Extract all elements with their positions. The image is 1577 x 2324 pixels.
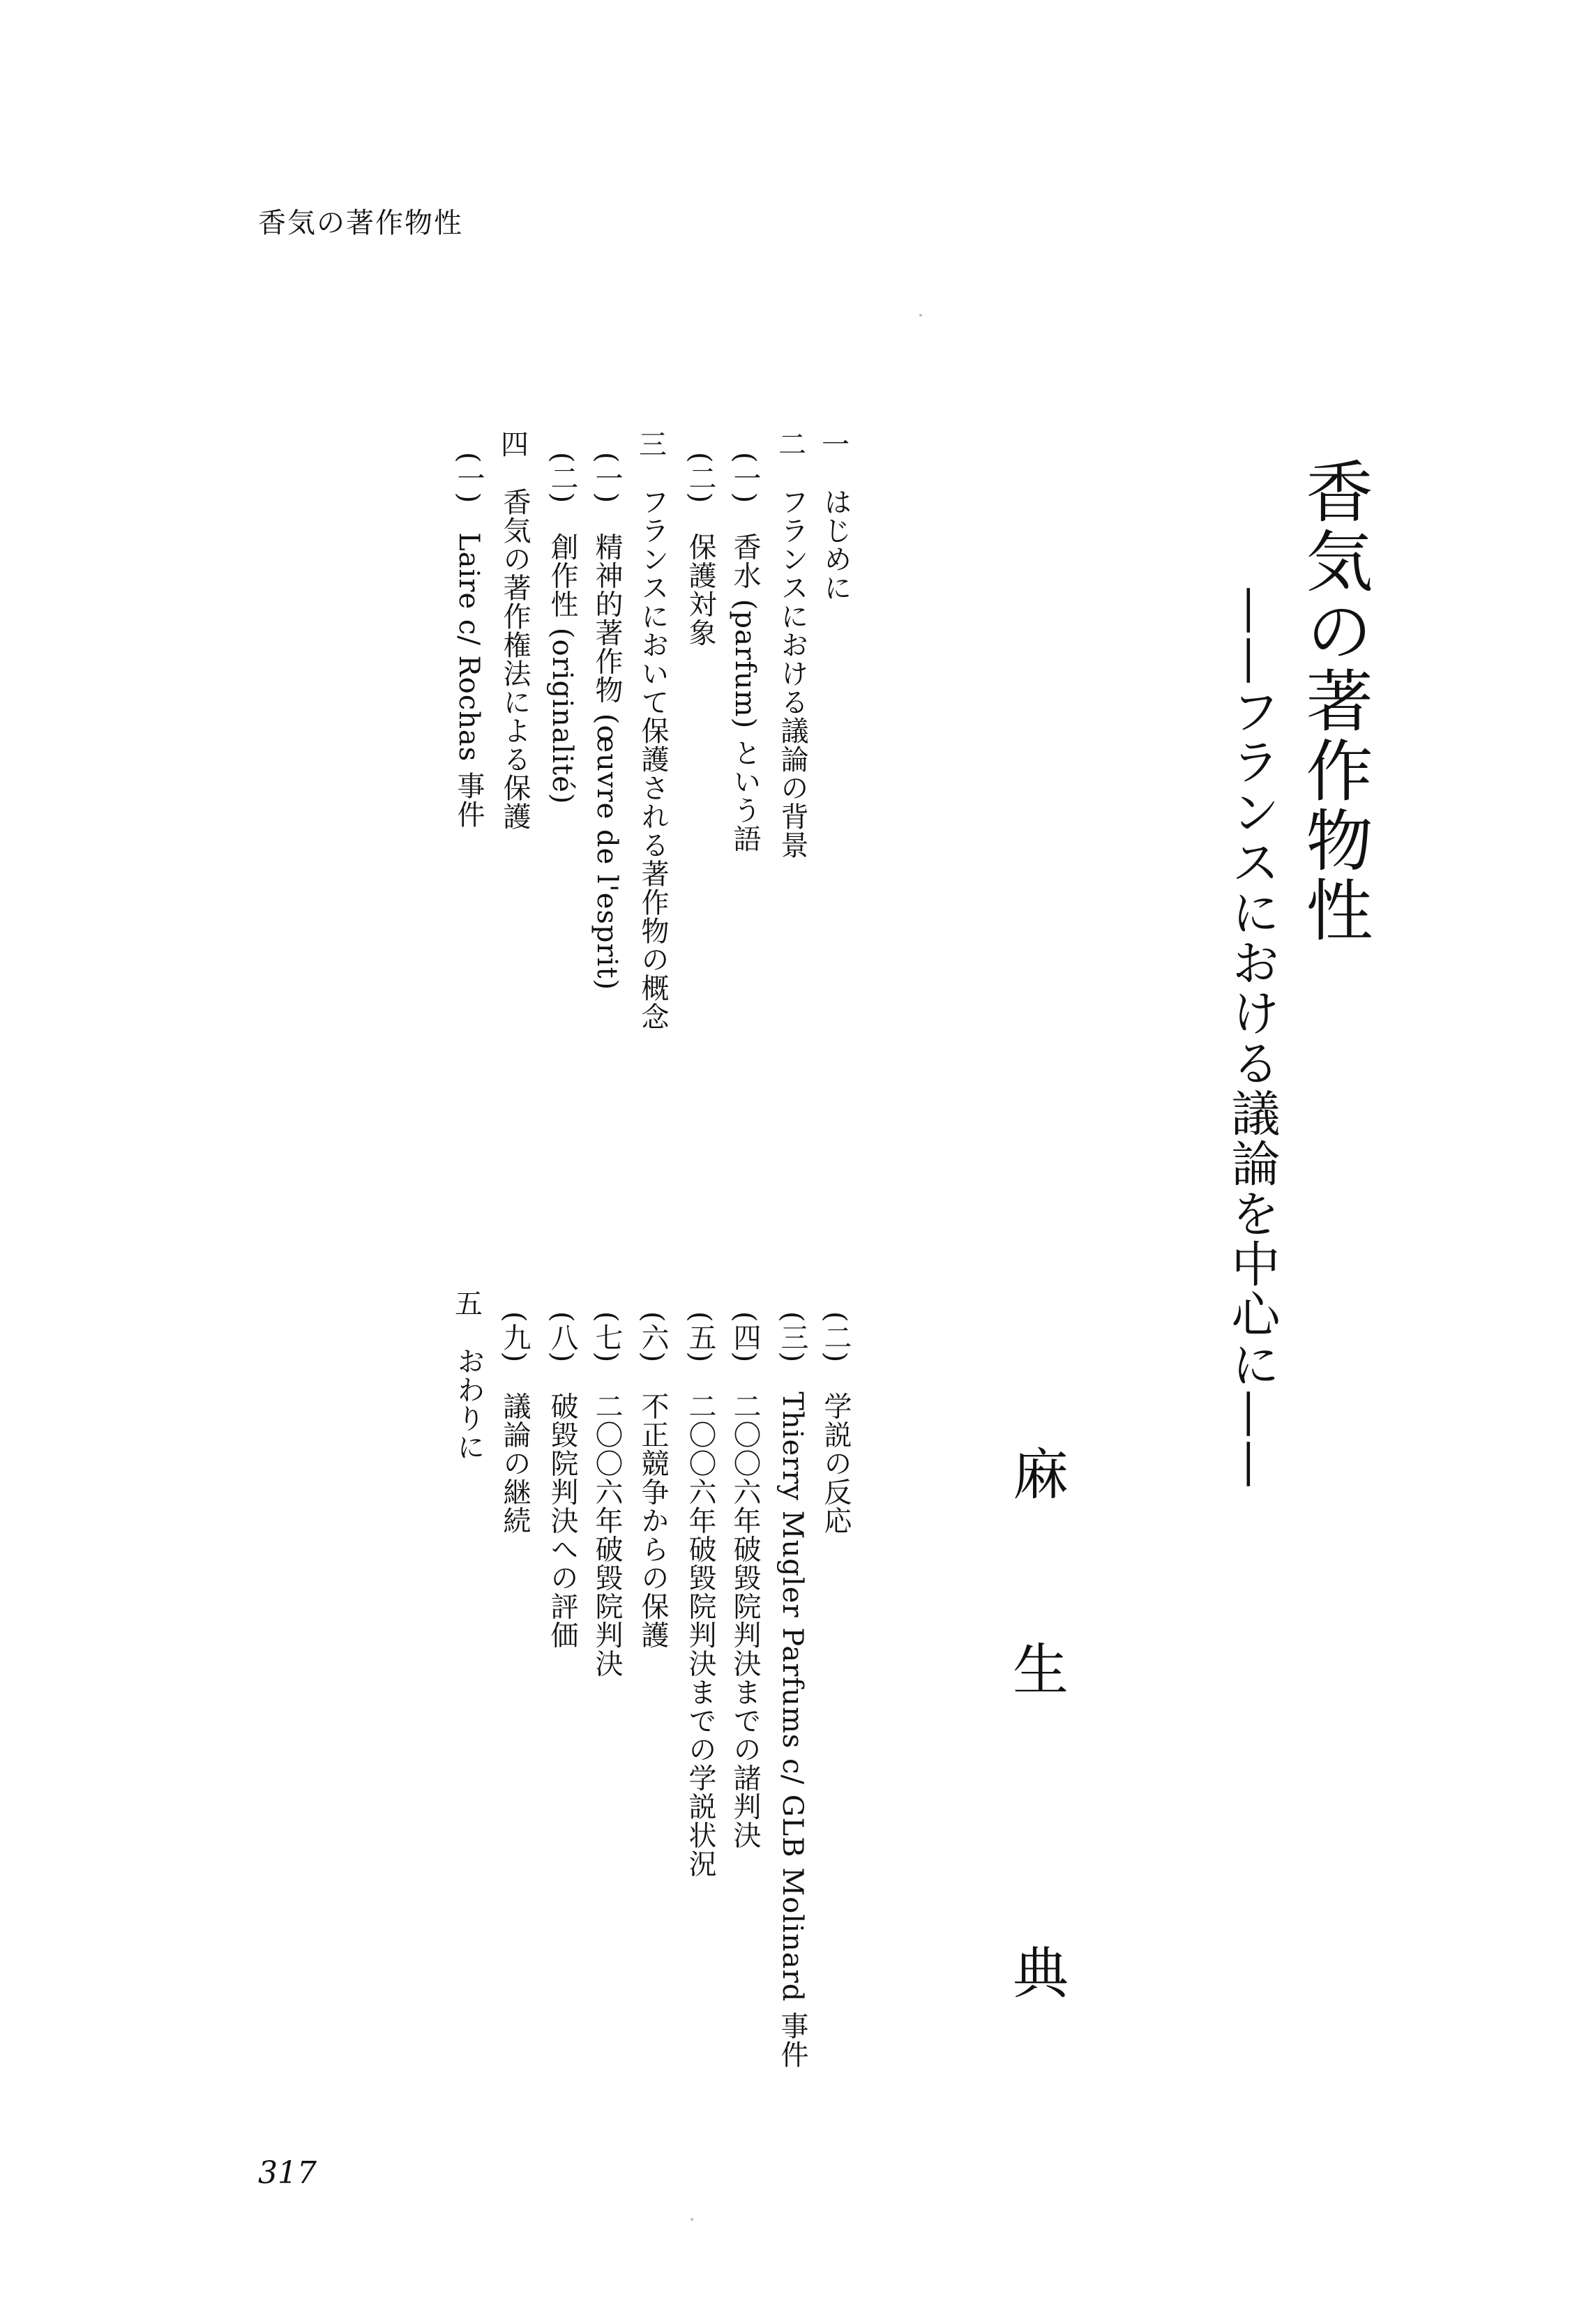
toc-item [455, 452, 483, 829]
toc-item-text: 創作性 (originalité) [546, 532, 578, 805]
page-number: 317 [258, 2155, 317, 2191]
toc-item-text: フランスにおいて保護される著作物の概念 [637, 488, 669, 1031]
toc-item-text: 二〇〇六年破毀院判決までの諸判決 [729, 1391, 761, 1850]
toc-item-number: (二) [546, 452, 578, 504]
toc-item-text: 香気の著作権法による保護 [499, 488, 531, 831]
toc-item [822, 431, 850, 602]
toc-item [501, 431, 529, 831]
toc-item-number: (八) [546, 1311, 578, 1364]
toc-item [593, 452, 621, 990]
toc-item-number: 三 [639, 431, 667, 459]
toc-item-number: (一) [453, 452, 485, 504]
toc-item-number: (一) [591, 452, 623, 504]
toc-item-number: 一 [822, 431, 850, 459]
toc-item-text: Laire c/ Rochas 事件 [453, 532, 485, 829]
article-subtitle: ——フランスにおける議論を中心に—— [1223, 586, 1281, 1490]
toc-item-number: (四) [729, 1311, 761, 1364]
toc-item-number: (九) [499, 1311, 531, 1364]
toc-item-number: (六) [637, 1311, 669, 1364]
article-title: 香気の著作物性 [1295, 457, 1373, 945]
toc-item-text: 精神的著作物 (œuvre de l'esprit) [591, 532, 623, 991]
toc-item-text: 破毀院判決への評価 [546, 1391, 578, 1650]
toc-item [501, 1311, 529, 1534]
running-head: 香気の著作物性 [258, 207, 463, 239]
toc-item-text: 香水 (parfum) という語 [729, 532, 761, 853]
toc-item-text: 議論の継続 [499, 1391, 531, 1535]
toc-item [822, 1311, 850, 1534]
scan-speck [919, 314, 922, 317]
toc-item-number: 四 [501, 431, 529, 459]
toc-item-number: (一) [729, 452, 761, 504]
toc-item [686, 452, 714, 647]
scan-speck [691, 2218, 693, 2221]
toc-item-text: おわりに [453, 1347, 485, 1461]
toc-item [778, 1311, 806, 2069]
toc-item-text: 不正競争からの保護 [637, 1391, 669, 1650]
toc-item [639, 1311, 667, 1649]
toc-item-number: (二) [684, 452, 716, 504]
toc-item [778, 431, 806, 859]
toc-item-text: 保護対象 [684, 532, 716, 647]
toc-item-text: フランスにおける議論の背景 [776, 488, 808, 859]
toc-item [455, 1290, 483, 1461]
toc-item-number: 二 [778, 431, 806, 459]
toc-item [639, 431, 667, 1031]
author-name-char-3: 典 [1013, 1941, 1069, 2006]
toc-item [548, 452, 576, 804]
toc-item-text: はじめに [820, 488, 852, 602]
toc-item-number: 五 [455, 1290, 483, 1318]
toc-item-number: (五) [684, 1311, 716, 1364]
toc-item [593, 1311, 621, 1677]
author-name-char-1: 麻 [1013, 1442, 1069, 1507]
toc-item [731, 452, 759, 853]
toc-item-text: 学説の反応 [820, 1391, 852, 1535]
toc-item-number: (二) [820, 1311, 852, 1364]
toc-item-text: 二〇〇六年破毀院判決までの学説状況 [684, 1391, 716, 1878]
toc-item [731, 1311, 759, 1849]
author-name-char-2: 生 [1013, 1638, 1069, 1703]
toc-item-number: (七) [591, 1311, 623, 1364]
toc-item-number: (三) [776, 1311, 808, 1364]
toc-item [548, 1311, 576, 1649]
toc-item [686, 1311, 714, 1878]
toc-item-text: Thierry Mugler Parfums c/ GLB Molinard 事件 [776, 1391, 808, 2069]
toc-item-text: 二〇〇六年破毀院判決 [591, 1391, 623, 1678]
